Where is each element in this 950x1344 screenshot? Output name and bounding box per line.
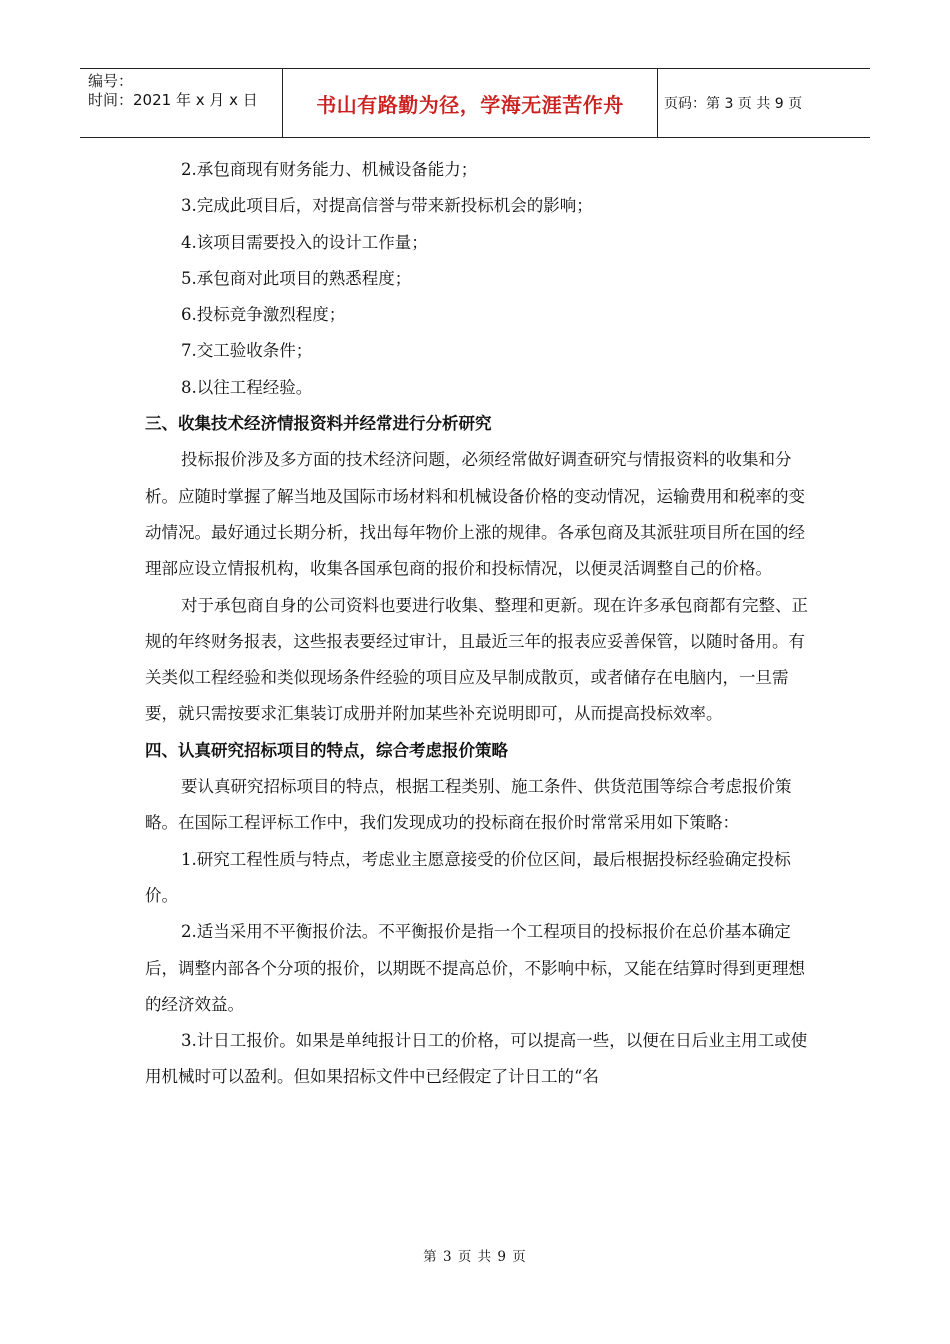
list-item: 5.承包商对此项目的熟悉程度； [181,268,412,288]
list-item: 3.完成此项目后，对提高信誉与带来新投标机会的影响； [181,196,593,216]
section-heading-4: 四、认真研究招标项目的特点，综合考虑报价策略 [145,740,508,760]
paragraph: 投标报价涉及多方面的技术经济问题，必须经常做好调查研究与情报资料的收集和分析。应随时掌握了解当地及国际市场材料和机械设备价格的变动情况，运输费用和税率的变动情况。最好通过长期分析，找出每年物价上涨的规律。各承包商及其派驻项目所在国的经理部应设立情报机构，收集各国承包商的报价和投标情况，以便灵活调整自己的价格。 [145,450,805,579]
section-heading-3: 三、收集技术经济情报资料并经常进行分析研究 [145,414,492,434]
header-meta [80,69,283,137]
list-item: 7.交工验收条件； [181,341,313,361]
document-body [145,152,810,1096]
document-number-label: 编号： [88,72,134,90]
paragraph: 要认真研究招标项目的特点，根据工程类别、施工条件、供货范围等综合考虑报价策略。在国际工程评标工作中，我们发现成功的投标商在报价时常常采用如下策略： [145,777,792,833]
list-item: 8.以往工程经验。 [181,377,313,397]
page-footer: 第 3 页 共 9 页 [423,1249,527,1265]
paragraph: 3.计日工报价。如果是单纯报计日工的价格，可以提高一些，以便在日后业主用工或使用机械时可以盈利。但如果招标文件中已经假定了计日工的“名 [145,1031,808,1087]
document-time-label: 时间：2021 年 x 月 x 日 [88,91,258,109]
paragraph: 2.适当采用不平衡报价法。不平衡报价是指一个工程项目的投标报价在总价基本确定后，调整内部各个分项的报价，以期既不提高总价，不影响中标，又能在结算时得到更理想的经济效益。 [145,922,805,1014]
header-page-info: 页码：第 3 页 共 9 页 [664,96,803,112]
list-item: 2.承包商现有财务能力、机械设备能力； [181,160,478,179]
list-item: 6.投标竞争激烈程度； [181,305,346,325]
paragraph: 对于承包商自身的公司资料也要进行收集、整理和更新。现在许多承包商都有完整、正规的年终财务报表，这些报表要经过审计，且最近三年的报表应妥善保管，以随时备用。有关类似工程经验和类似现场条件经验的项目应及早制成散页，或者储存在电脑内，一旦需要，就只需按要求汇集装订成册并附加某些补充说明即可，从而提高投标效率。 [145,595,808,724]
paragraph: 1.研究工程性质与特点，考虑业主愿意接受的价位区间，最后根据投标经验确定投标价。 [145,849,791,905]
list-item: 4.该项目需要投入的设计工作量； [181,232,428,252]
header-motto: 书山有路勤为径，学海无涯苦作舟 [283,69,658,137]
page-header [80,68,870,138]
